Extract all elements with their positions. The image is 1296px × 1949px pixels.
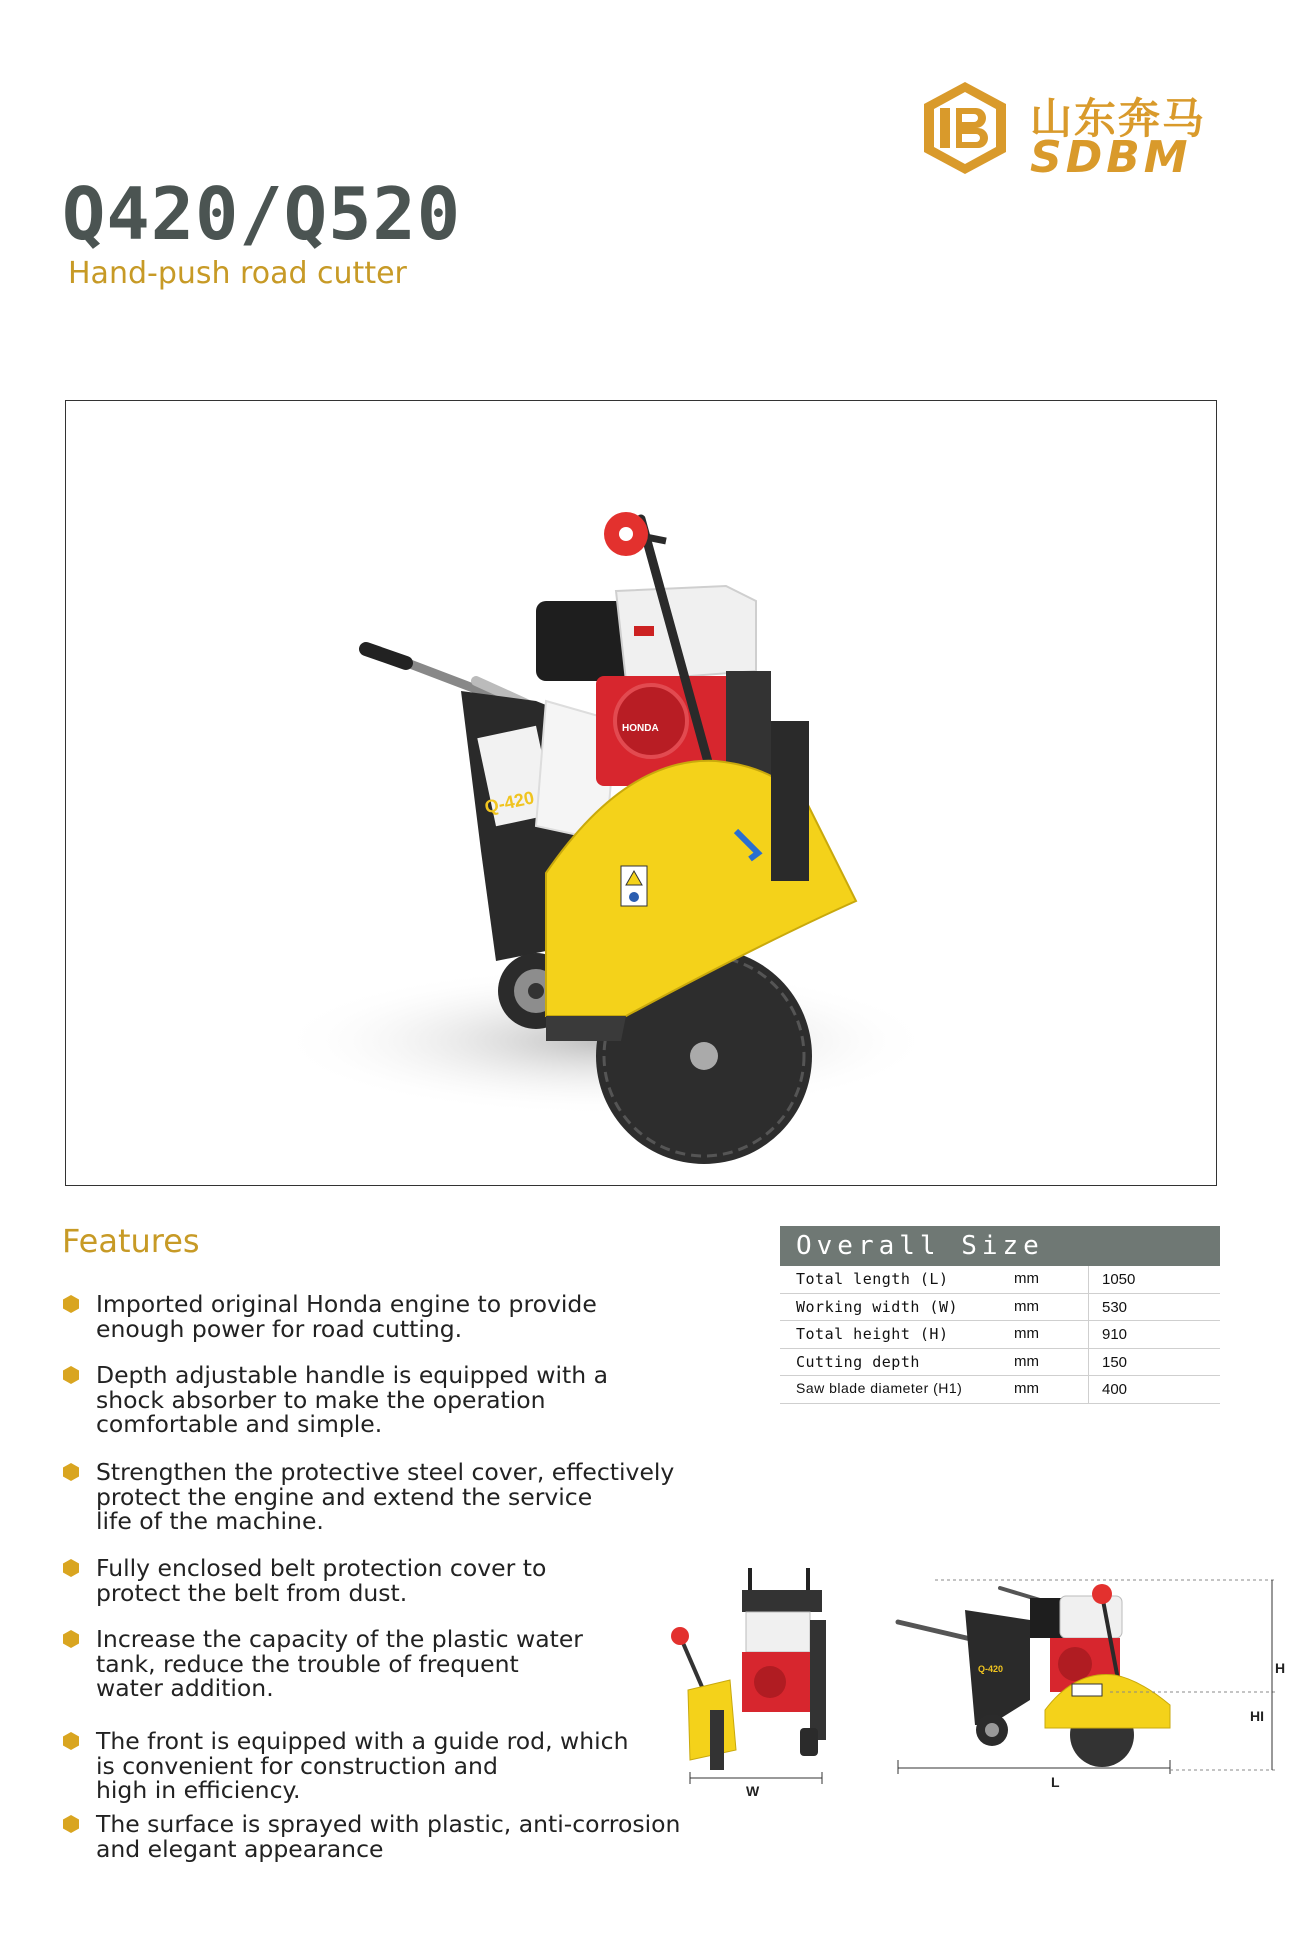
feature-text: Strengthen the protective steel cover, effectively protect the engine and extend the service life of the machine. — [96, 1458, 675, 1535]
spec-unit: mm — [1014, 1325, 1039, 1342]
road-cutter-illustration — [66, 401, 1216, 1185]
column-divider — [1088, 1266, 1089, 1293]
side-machine-label: Q-420 — [978, 1664, 1004, 1674]
spec-value: 1050 — [1102, 1271, 1136, 1288]
front-view-diagram — [660, 1560, 840, 1800]
spec-unit: mm — [1014, 1297, 1039, 1315]
spec-unit: mm — [1014, 1352, 1039, 1370]
overall-size-table — [780, 1226, 1220, 1404]
width-dimension-label: W — [746, 1783, 760, 1799]
feature-text: The front is equipped with a guide rod, which is convenient for construction and high in efficiency. — [96, 1727, 629, 1804]
spec-name: Cutting depth — [796, 1352, 920, 1371]
side-view-diagram — [880, 1560, 1286, 1800]
table-row — [780, 1266, 1220, 1294]
spec-unit: mm — [1014, 1270, 1039, 1287]
spec-name: Total length (L) — [796, 1270, 949, 1288]
column-divider — [1088, 1294, 1089, 1321]
side-view-illustration — [880, 1560, 1280, 1800]
spec-value: 150 — [1102, 1353, 1128, 1371]
front-view-illustration — [660, 1560, 840, 1800]
engine-brand: HONDA — [622, 723, 659, 734]
hexagon-bullet-icon — [62, 1463, 80, 1481]
spec-name: Saw blade diameter (H1) — [796, 1380, 963, 1396]
sdbm-emblem-icon — [918, 78, 1012, 178]
hexagon-bullet-icon — [62, 1815, 80, 1833]
spec-name: Total height (H) — [796, 1325, 949, 1343]
feature-text: Increase the capacity of the plastic water tank, reduce the trouble of frequent water addition. — [96, 1625, 583, 1702]
spec-value: 530 — [1102, 1298, 1128, 1316]
feature-text: The surface is sprayed with plastic, anti-corrosion and elegant appearance — [96, 1810, 681, 1863]
height-dimension-label: H — [1275, 1660, 1286, 1676]
overall-size-heading: Overall Size — [780, 1226, 1220, 1266]
machine-label: Q-420 — [482, 787, 536, 818]
page-subtitle: Hand-push road cutter — [68, 256, 407, 291]
h1-dimension-label: HI — [1250, 1708, 1264, 1724]
brand-logo — [918, 78, 1236, 183]
length-dimension-label: L — [1051, 1774, 1060, 1790]
table-row — [780, 1349, 1220, 1377]
spec-value: 400 — [1102, 1381, 1128, 1398]
hexagon-bullet-icon — [62, 1366, 80, 1384]
table-row — [780, 1376, 1220, 1404]
column-divider — [1088, 1376, 1089, 1403]
feature-text: Depth adjustable handle is equipped with a shock absorber to make the operation comfortable and simple. — [96, 1361, 609, 1438]
spec-unit: mm — [1014, 1380, 1039, 1397]
hexagon-bullet-icon — [62, 1295, 80, 1313]
brand-name-cn: 山东奔马 — [1030, 94, 1207, 143]
brand-name-en: SDBM — [1030, 132, 1192, 183]
features-heading: Features — [62, 1222, 200, 1260]
hexagon-bullet-icon — [62, 1732, 80, 1750]
spec-value: 910 — [1102, 1326, 1128, 1343]
product-photo-frame — [65, 400, 1217, 1186]
table-row — [780, 1294, 1220, 1322]
feature-text: Imported original Honda engine to provide enough power for road cutting. — [96, 1290, 597, 1343]
page-title: Q420/Q520 — [62, 172, 462, 256]
feature-text: Fully enclosed belt protection cover to protect the belt from dust. — [96, 1554, 547, 1607]
table-row — [780, 1321, 1220, 1349]
hexagon-bullet-icon — [62, 1630, 80, 1648]
hexagon-bullet-icon — [62, 1559, 80, 1577]
spec-name: Working width (W) — [796, 1297, 959, 1316]
column-divider — [1088, 1349, 1089, 1376]
column-divider — [1088, 1321, 1089, 1348]
